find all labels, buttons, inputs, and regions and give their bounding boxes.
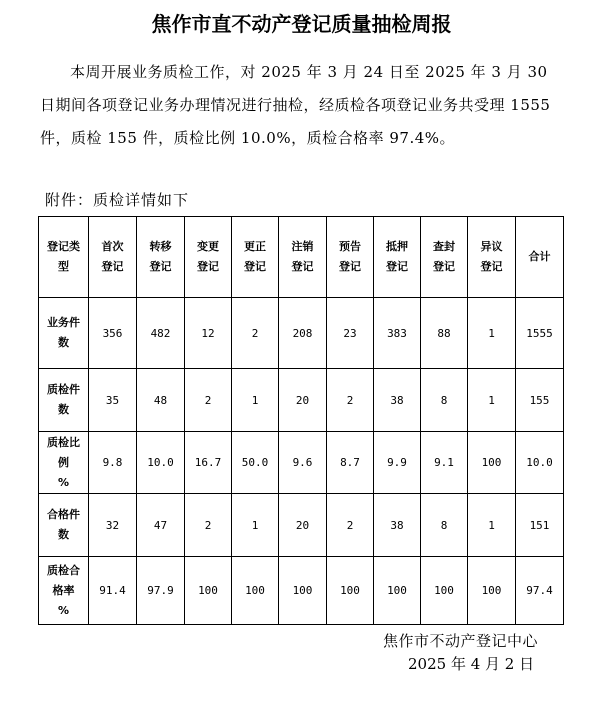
table-cell: 1 bbox=[232, 494, 279, 557]
table-cell: 100 bbox=[232, 557, 279, 625]
report-title: 焦作市直不动产登记质量抽检周报 bbox=[151, 12, 452, 36]
column-header-cell bbox=[137, 217, 185, 298]
row-header-cell bbox=[39, 432, 89, 494]
column-header-cell bbox=[374, 217, 421, 298]
column-header-line: 异议 bbox=[480, 240, 503, 253]
table-cell: 208 bbox=[279, 298, 327, 369]
table-cell: 2 bbox=[327, 369, 374, 432]
column-header-line: 更正 bbox=[244, 240, 266, 253]
row-header-line: 登记类 bbox=[47, 240, 80, 253]
row-header-line: 质检件 bbox=[47, 383, 80, 396]
table-cell: 1 bbox=[232, 369, 279, 432]
table-cell: 16.7 bbox=[185, 432, 232, 494]
row-header-line: 型 bbox=[58, 260, 69, 273]
row-header-line: 数 bbox=[58, 336, 69, 349]
table-cell: 2 bbox=[232, 298, 279, 369]
table-cell: 20 bbox=[279, 369, 327, 432]
row-header-line: 合格件 bbox=[47, 508, 80, 521]
table-row bbox=[39, 432, 564, 494]
table-cell: 8 bbox=[421, 494, 468, 557]
row-header-cell bbox=[39, 217, 89, 298]
column-header-line: 合计 bbox=[528, 250, 551, 263]
column-header-cell bbox=[468, 217, 516, 298]
table-header-row bbox=[39, 217, 564, 298]
row-header-line: 数 bbox=[58, 403, 69, 416]
table-cell: 97.9 bbox=[137, 557, 185, 625]
table-row bbox=[39, 557, 564, 625]
row-header-line: % bbox=[57, 603, 70, 617]
column-header-cell bbox=[185, 217, 232, 298]
row-header-line: 数 bbox=[58, 528, 69, 541]
table-cell: 12 bbox=[185, 298, 232, 369]
table-cell: 1 bbox=[468, 298, 516, 369]
table-cell: 32 bbox=[89, 494, 137, 557]
table-cell: 1 bbox=[468, 494, 516, 557]
column-header-line: 转移 bbox=[149, 240, 172, 253]
table-row bbox=[39, 369, 564, 432]
row-header-line: % bbox=[57, 475, 70, 489]
table-cell: 100 bbox=[185, 557, 232, 625]
column-header-line: 登记 bbox=[480, 260, 503, 273]
table-cell: 482 bbox=[137, 298, 185, 369]
column-header-line: 登记 bbox=[101, 260, 124, 273]
table-cell: 10.0 bbox=[516, 432, 564, 494]
table-cell: 100 bbox=[421, 557, 468, 625]
row-header-cell bbox=[39, 494, 89, 557]
row-header-cell bbox=[39, 369, 89, 432]
summary-paragraph: 本周开展业务质检工作，对 2025 年 3 月 24 日至 2025 年 3 月 30 日期间各项登记业务办理情况进行抽检，经质检各项登记业务共受理 1555 件，质检 155 件，质检比例 10.0%，质检合格率 97.4%。 bbox=[40, 63, 551, 147]
table-cell: 356 bbox=[89, 298, 137, 369]
column-header-line: 登记 bbox=[244, 260, 266, 273]
column-header-line: 注销 bbox=[291, 240, 314, 253]
table-cell: 10.0 bbox=[137, 432, 185, 494]
row-header-cell bbox=[39, 298, 89, 369]
table-cell: 151 bbox=[516, 494, 564, 557]
column-header-line: 抵押 bbox=[386, 240, 408, 253]
table-cell: 23 bbox=[327, 298, 374, 369]
annex-label: 附件：质检详情如下 bbox=[45, 191, 190, 209]
table-cell: 9.1 bbox=[421, 432, 468, 494]
column-header-line: 登记 bbox=[386, 260, 408, 273]
table-cell: 100 bbox=[279, 557, 327, 625]
table-cell: 2 bbox=[185, 494, 232, 557]
table-cell: 9.8 bbox=[89, 432, 137, 494]
table-cell: 47 bbox=[137, 494, 185, 557]
table-cell: 20 bbox=[279, 494, 327, 557]
table-cell: 155 bbox=[516, 369, 564, 432]
table-cell: 35 bbox=[89, 369, 137, 432]
table-cell: 88 bbox=[421, 298, 468, 369]
table-cell: 8 bbox=[421, 369, 468, 432]
column-header-line: 登记 bbox=[149, 260, 172, 273]
table-cell: 2 bbox=[185, 369, 232, 432]
column-header-cell bbox=[327, 217, 374, 298]
table-cell: 100 bbox=[468, 432, 516, 494]
column-header-line: 预告 bbox=[339, 240, 361, 253]
table-row bbox=[39, 494, 564, 557]
table-cell: 383 bbox=[374, 298, 421, 369]
column-header-cell bbox=[232, 217, 279, 298]
column-header-cell bbox=[516, 217, 564, 298]
row-header-cell bbox=[39, 557, 89, 625]
column-header-cell bbox=[89, 217, 137, 298]
table-cell: 91.4 bbox=[89, 557, 137, 625]
column-header-line: 查封 bbox=[433, 240, 455, 253]
column-header-cell bbox=[421, 217, 468, 298]
row-header-line: 质检比 bbox=[47, 435, 80, 449]
table-cell: 1 bbox=[468, 369, 516, 432]
column-header-cell bbox=[279, 217, 327, 298]
table-cell: 9.6 bbox=[279, 432, 327, 494]
table-cell: 38 bbox=[374, 494, 421, 557]
column-header-line: 登记 bbox=[339, 260, 361, 273]
table-cell: 100 bbox=[468, 557, 516, 625]
inspection-table bbox=[38, 216, 564, 625]
table-cell: 48 bbox=[137, 369, 185, 432]
row-header-line: 格率 bbox=[52, 583, 75, 597]
table-cell: 2 bbox=[327, 494, 374, 557]
table-row bbox=[39, 298, 564, 369]
column-header-line: 登记 bbox=[433, 260, 455, 273]
column-header-line: 登记 bbox=[197, 260, 219, 273]
table-cell: 100 bbox=[374, 557, 421, 625]
row-header-line: 例 bbox=[58, 455, 69, 469]
table-cell: 38 bbox=[374, 369, 421, 432]
column-header-line: 首次 bbox=[101, 240, 124, 253]
table-cell: 9.9 bbox=[374, 432, 421, 494]
table-cell: 50.0 bbox=[232, 432, 279, 494]
table-cell: 100 bbox=[327, 557, 374, 625]
row-header-line: 业务件 bbox=[47, 316, 80, 329]
footer-org: 焦作市不动产登记中心 bbox=[383, 632, 539, 650]
column-header-line: 登记 bbox=[291, 260, 314, 273]
row-header-line: 质检合 bbox=[47, 563, 80, 577]
table-cell: 97.4 bbox=[516, 557, 564, 625]
footer-date: 2025 年 4 月 2 日 bbox=[408, 655, 535, 673]
table-cell: 8.7 bbox=[327, 432, 374, 494]
table-cell: 1555 bbox=[516, 298, 564, 369]
column-header-line: 变更 bbox=[197, 240, 219, 253]
